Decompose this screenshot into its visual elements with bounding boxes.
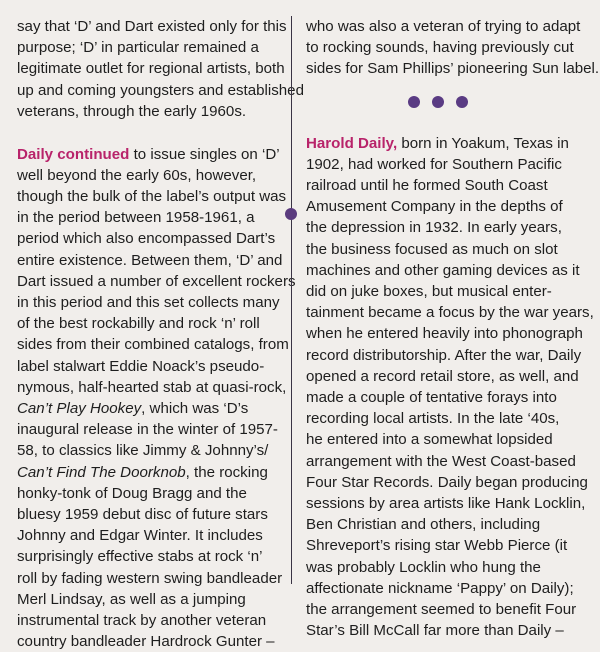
text-line: veterans, through the early 1960s.: [17, 102, 247, 120]
text-line: nymous, half-hearted stab at quasi-rock,: [17, 378, 287, 396]
song-title-cant-play-hookey: Can’t Play Hookey: [17, 399, 142, 417]
text-fragment: , which was ‘D’s: [141, 399, 249, 417]
left-column: [17, 16, 304, 652]
text-line: well beyond the early 60s, however,: [17, 166, 257, 184]
text-line: bluesy 1959 debut disc of future stars: [17, 505, 268, 523]
text-line: 58, to classics like Jimmy & Johnny’s/: [17, 442, 269, 460]
text-line: Dart issued a number of excellent rockers: [17, 272, 296, 290]
column-divider: [291, 16, 292, 584]
text-line: [17, 462, 277, 483]
text-line: legitimate outlet for regional artists, both: [17, 60, 285, 78]
paragraph-lead-harold-daily: Harold Daily,: [306, 134, 398, 152]
text-line: record distributorship. After the war, Daily: [306, 346, 582, 364]
text-line: to rocking sounds, having previously cut: [306, 39, 574, 57]
text-line: Ben Christian and others, including: [306, 516, 541, 534]
text-line: he entered into a somewhat lopsided: [306, 431, 553, 449]
right-paragraph-1: [306, 16, 600, 80]
text-line: sessions by area artists like Hank Locklin,: [306, 495, 586, 513]
text-line: recording local artists. In the late ‘40s,: [306, 410, 560, 428]
text-line: when he entered heavily into phonograph: [306, 325, 583, 343]
text-line: up and coming youngsters and established: [17, 81, 304, 99]
text-line: period which also encompassed Dart’s: [17, 230, 276, 248]
text-line: tainment became a focus by the war years,: [306, 304, 594, 322]
text-line: was probably Locklin who hung the: [306, 558, 541, 576]
text-line: in the period between 1958-1961, a: [17, 209, 255, 227]
divider-dot-ornament: [285, 208, 297, 220]
text-line: Amusement Company in the depths of: [306, 198, 563, 216]
text-line: instrumental track by another veteran: [17, 611, 267, 629]
text-line: Johnny and Edgar Winter. It includes: [17, 527, 263, 545]
text-line: in this period and this set collects many: [17, 293, 280, 311]
text-line: purpose; ‘D’ in particular remained a: [17, 39, 259, 57]
text-line: [306, 133, 594, 154]
text-line: roll by fading western swing bandleader: [17, 569, 283, 587]
text-line: country bandleader Hardrock Gunter –: [17, 633, 275, 651]
text-line: who was also a veteran of trying to adapt: [306, 18, 581, 35]
text-line: did on juke boxes, but musical enter-: [306, 283, 552, 301]
text-line: affectionate nickname ‘Pappy’ on Daily);: [306, 579, 574, 597]
text-line: machines and other gaming devices as it: [306, 261, 580, 279]
right-column: [306, 16, 600, 641]
song-title-cant-find-the-doorknob: Can’t Find The Doorknob: [17, 463, 186, 481]
text-line: arrangement with the West Coast-based: [306, 452, 576, 470]
text-line: [17, 144, 280, 165]
text-fragment: born in Yoakum, Texas in: [401, 134, 569, 152]
text-line: entire existence. Between them, ‘D’ and: [17, 251, 283, 269]
paragraph-lead-daily-continued: Daily continued: [17, 145, 130, 163]
text-line: the arrangement seemed to benefit Four: [306, 601, 577, 619]
text-line: opened a record retail store, as well, and: [306, 367, 579, 385]
text-line: Star’s Bill McCall far more than Daily –: [306, 622, 564, 640]
text-line: sides for Sam Phillips’ pioneering Sun label.: [306, 60, 600, 78]
text-line: the depression in 1932. In early years,: [306, 219, 562, 237]
left-paragraph-2: [17, 144, 296, 652]
text-line: Shreveport’s rising star Webb Pierce (it: [306, 537, 568, 555]
text-line: of the best rockabilly and rock ‘n’ roll: [17, 315, 260, 333]
text-line: Merl Lindsay, as well as a jumping: [17, 590, 246, 608]
text-line: made a couple of tentative forays into: [306, 389, 557, 407]
left-paragraph-1: [17, 16, 304, 122]
text-fragment: , the rocking: [185, 463, 268, 481]
text-line: say that ‘D’ and Dart existed only for this: [17, 18, 287, 35]
text-line: label stalwart Eddie Noack’s pseudo-: [17, 357, 265, 375]
text-line: sides from their combined catalogs, from: [17, 336, 289, 354]
text-line: honky-tonk of Doug Bragg and the: [17, 484, 247, 502]
text-line: [17, 398, 277, 419]
text-line: inaugural release in the winter of 1957-: [17, 421, 278, 439]
text-line: Four Star Records. Daily began producing: [306, 473, 588, 491]
text-line: the business focused as much on slot: [306, 240, 558, 258]
text-line: surprisingly effective stabs at rock ‘n’: [17, 548, 263, 566]
right-paragraph-2: [306, 133, 594, 642]
text-line: though the bulk of the label’s output was: [17, 187, 287, 205]
text-line: railroad until he formed South Coast: [306, 177, 548, 195]
text-line: 1902, had worked for Southern Pacific: [306, 155, 562, 173]
text-fragment: to issue singles on ‘D’: [133, 145, 280, 163]
